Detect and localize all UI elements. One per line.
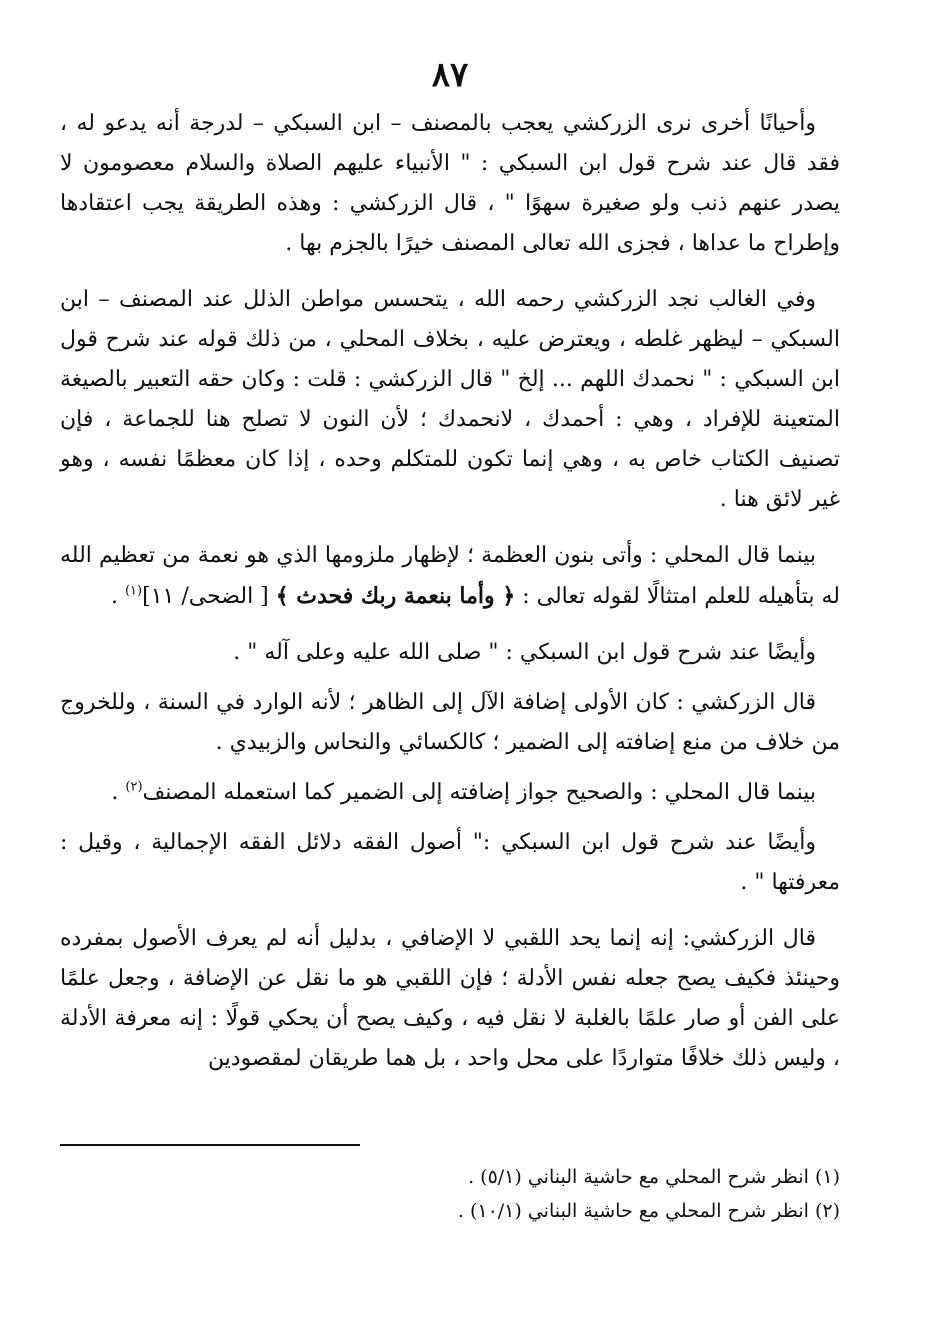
paragraph-zarkashi-aal: قال الزركشي : كان الأولى إضافة الآل إلى الظاهر ؛ لأنه الوارد في السنة ، وللخروج من خلاف من منع إضافته إلى الضمير ؛ كالكسائي والنحاس والزبيدي .	[60, 690, 840, 755]
paragraph-usul-definition: وأيضًا عند شرح قول ابن السبكي :" أصول الفقه دلائل الفقه الإجمالية ، وقيل : معرفتها " .	[60, 830, 840, 895]
paragraph-mahalli-aal	[60, 773, 840, 813]
paragraph-zarkashi-praise: وأحيانًا أخرى نرى الزركشي يعجب بالمصنف – ابن السبكي – لدرجة أنه يدعو له ، فقد قال عند شرح قول ابن السبكي : " الأنبياء عليهم الصلاة والسلام معصومون لا يصدر عنهم ذنب ولو صغيرة سهوًا " ، قال الزركشي : وهذه الطريقة يجب اعتقادها وإطراح ما عداها ، فجزى الله تعالى المصنف خيرًا بالجزم بها .	[60, 111, 840, 256]
footnote-1: (١) انظر شرح المحلي مع حاشية البناني (٥/١) .	[468, 1166, 840, 1188]
footnote-divider	[60, 1144, 360, 1146]
footnote-2: (٢) انظر شرح المحلي مع حاشية البناني (١٠/١) .	[457, 1200, 840, 1222]
paragraph-text: بينما قال المحلي : والصحيح جواز إضافته إلى الضمير كما استعمله المصنف	[142, 780, 816, 805]
footnotes	[60, 1160, 840, 1228]
body-text	[60, 104, 840, 1079]
paragraph-salawat-quote: وأيضًا عند شرح قول ابن السبكي : " صلى الله عليه وعلى آله " .	[233, 640, 816, 665]
sentence-end: .	[111, 780, 126, 805]
paragraph-zarkashi-laqabi: قال الزركشي: إنه إنما يحد اللقبي لا الإضافي ، بدليل أنه لم يعرف الأصول بمفرده وحينئذ فكيف يصح جعله نفس الأدلة ؛ فإن اللقبي هو ما نقل عن الإضافة ، وجعل علمًا على الفن أو صار علمًا بالغلبة لا نقل فيه ، وكيف يصح أن يحكي قولًا : إنه معرفة الأدلة ، وليس ذلك خلافًا متواردًا على محل واحد ، بل هما طريقان لمقصودين	[60, 926, 840, 1071]
sentence-end: .	[110, 584, 125, 609]
paragraph-zarkashi-critique: وفي الغالب نجد الزركشي رحمه الله ، يتحسس مواطن الذلل عند المصنف – ابن السبكي – ليظهر غلطه ، ويعترض عليه ، بخلاف المحلي ، من ذلك قوله عند شرح قول ابن السبكي : " نحمدك اللهم ... إلخ " قال الزركشي : قلت : وكان حقه التعبير بالصيغة المتعينة للإفراد ، وهي : أحمدك ، لانحمدك ؛ لأن النون لا تصلح هنا للجماعة ، فإن تصنيف الكتاب خاص به ، وهي إنما تكون للمتكلم وحده ، إذا كان معظمًا نفسه ، وهو غير لائق هنا .	[60, 287, 840, 512]
verse-reference: [ الضحى/ ١١]	[142, 584, 276, 609]
page-number: ٨٧	[431, 55, 469, 95]
paragraph-mahalli-nun-azama	[60, 536, 840, 617]
footnote-marker-1: (١)	[124, 583, 143, 599]
quran-verse: ﴿ وأما بنعمة ربك فحدث ﴾	[275, 583, 516, 609]
book-page	[60, 50, 840, 1300]
footnote-marker-2: (٢)	[125, 779, 143, 795]
paragraph-text: بينما قال المحلي : وأتى بنون العظمة ؛ لإظهار ملزومها الذي هو نعمة من تعظيم الله له بتأهيله للعلم امتثالًا لقوله تعالى :	[60, 543, 840, 609]
